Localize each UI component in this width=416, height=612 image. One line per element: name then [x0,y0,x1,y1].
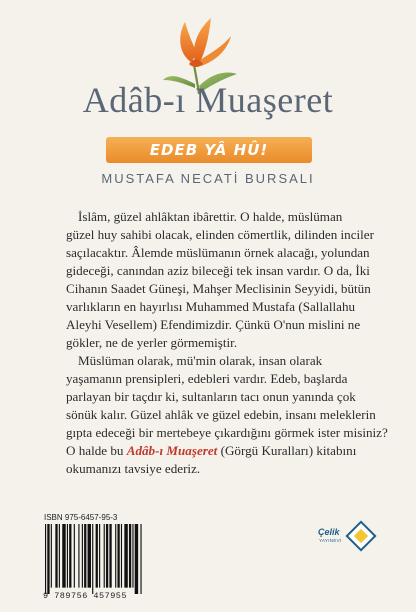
isbn-label: ISBN 975-6457-95-3 [44,513,118,522]
blurb-paragraph-1 [66,208,374,352]
barcode-bar [104,524,105,588]
barcode-bar [92,524,93,594]
barcode-bar [59,524,60,588]
text-line: gökler, ne de yerler görmemiştir. [66,335,238,350]
barcode-bar [88,524,91,588]
text-fragment: (Görgü Kuralları) kitabını [217,443,357,458]
barcode-bar [99,524,100,588]
barcode-bar [69,524,71,588]
text-fragment: O halde bu [66,443,127,458]
text-line: sönük kalır. Güzel ahlâk ve güzel edebin, insanı meleklerin [66,407,376,422]
barcode-bar [82,524,83,588]
barcode-bar [132,524,133,588]
barcode-bar [62,524,65,588]
barcode-bar [84,524,86,588]
text-line: güzel huy sahibi olacak, elinden cömertlik, dilinden inciler [66,227,374,242]
barcode-bar [67,524,68,588]
text-line: İslâm, güzel ahlâktan ibârettir. O halde, müslüman [78,209,343,224]
book-title: Adâb-ı Muaşeret [82,80,334,120]
barcode-bar [74,524,75,588]
barcode-bar [55,524,57,588]
text-line: Cihanın Saadet Güneşi, Mahşer Meclisinin Seyyidi, bütün [66,281,371,296]
barcode-bar [121,524,122,588]
barcode-bar [135,524,138,594]
blurb-paragraph-2 [66,352,388,478]
barcode-bar [106,524,108,588]
barcode-bar [51,524,52,588]
text-line [66,442,360,460]
text-line: gideceği, canından aziz bileceği tek insan vardır. O da, İki [66,263,370,278]
text-line: parlayan bir taçdır ki, sultanların tacı onun yanında çok [66,389,356,404]
publisher-name: Çelik [318,527,340,537]
barcode-bar [129,524,131,588]
author-name: MUSTAFA NECATİ BURSALI [101,171,315,186]
publisher-subtitle: YAYINEVİ [319,538,342,543]
text-line: okumanızı tavsiye ederiz. [66,461,201,476]
barcode-bar [115,524,116,588]
barcode-bar [78,524,79,588]
barcode-bar [140,524,141,594]
barcode-graphic [43,524,175,594]
blurb-text [66,208,388,478]
barcode-bar [124,524,127,588]
text-line: Aleyhi Vesellem) Efendimizdir. Çünkü O'nun mislini ne [66,317,361,332]
barcode-number: 9 789756 457955 [43,591,128,601]
book-title-reference: Adâb-ı Muaşeret [126,443,218,458]
text-line: Müslüman olarak, mü'min olarak, insan olarak [78,353,323,368]
text-line: saçılacaktır. Âlemde müslümanın örnek alacağı, yolundan [66,245,370,260]
text-line: varlıkların en hayırlısı Muhammed Mustafa (Sallallahu [66,299,356,314]
barcode-bar [117,524,119,588]
barcode-bar [45,524,46,594]
text-line: gıpta edeceği bir mertebeye çıkardığını görmek ister misiniz? [66,425,388,440]
subtitle-banner: EDEB YÂ HÛ! [106,137,312,163]
text-line: yaşamanın prensipleri, edebleri vardır. Edeb, başlarda [66,371,348,386]
barcode-bar [47,524,49,594]
barcode-bar [109,524,111,588]
barcode-bar [96,524,98,588]
